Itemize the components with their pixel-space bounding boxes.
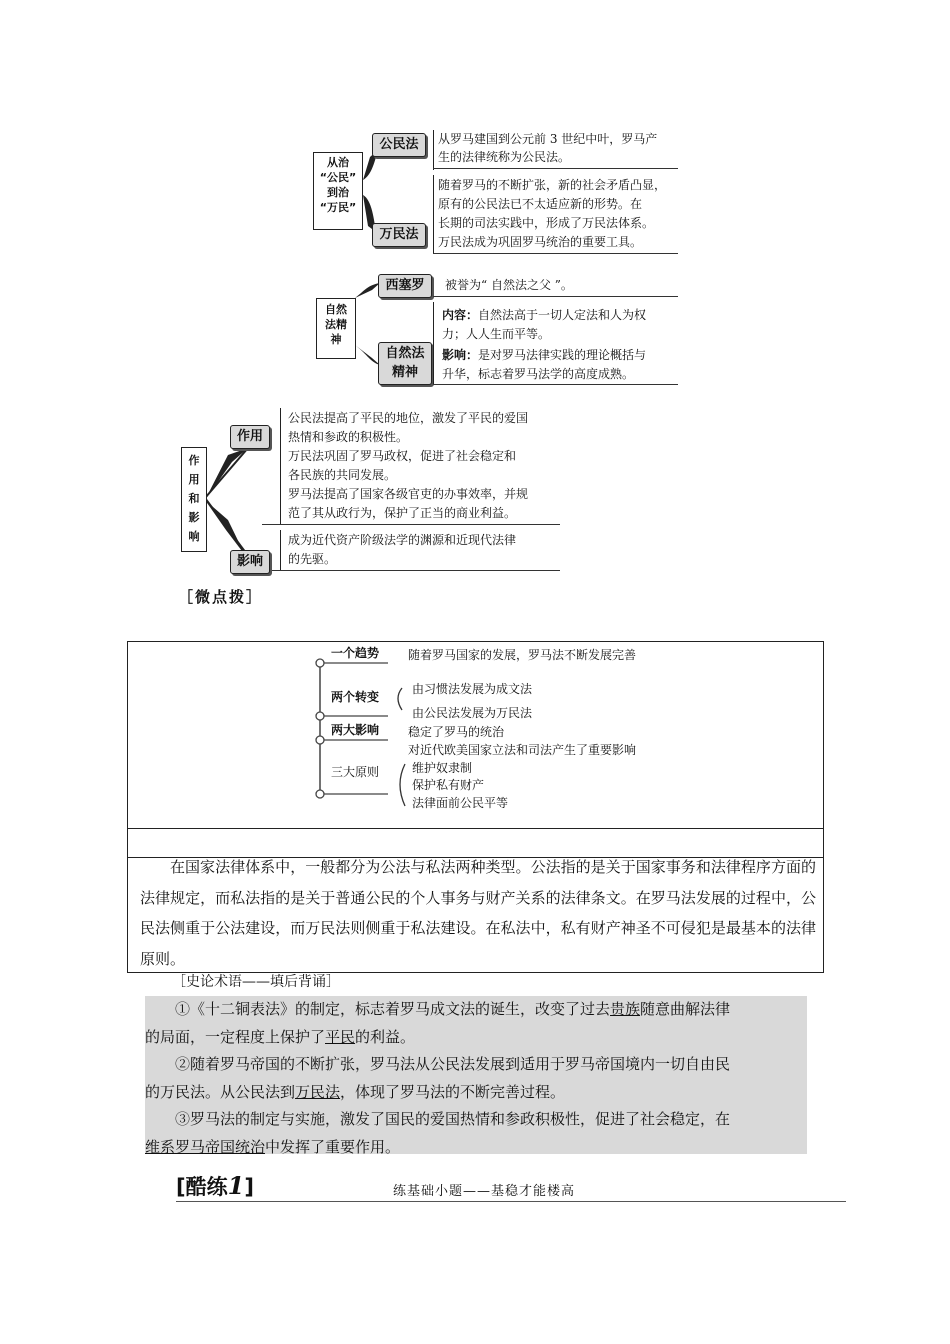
content-line-1: 内容：自然法高于一切人定法和人为权 (442, 308, 647, 322)
weidianbo-heading: ［微点拨］ (178, 588, 264, 606)
summary-label-1: 一个趋势 (331, 646, 380, 660)
summary-label-4: 三大原则 (331, 765, 380, 779)
zuoyong-line-2: 热情和参政的积极性。 (288, 430, 409, 444)
summary-item-2-2: 由公民法发展为万民法 (412, 706, 533, 720)
node-zuoyong: 作用 (230, 425, 270, 449)
node-xisailuo: 西塞罗 (378, 274, 432, 298)
section3-title: 作 用 和 影 响 (181, 447, 207, 552)
summary-item-3-2: 对近代欧美国家立法和司法产生了重要影响 (408, 743, 637, 757)
node-ziranfa-jingshen: 自然法 精神 (378, 342, 432, 385)
summary-item-4-3: 法律面前公民平等 (412, 796, 509, 810)
summary-item-4-1: 维护奴隶制 (412, 761, 473, 775)
summary-label-3: 两大影响 (331, 723, 380, 737)
influence-line-2: 升华，标志着罗马法学的高度成熟。 (442, 367, 635, 381)
node-wanminfa: 万民法 (372, 223, 426, 247)
summary-item-3-1: 稳定了罗马的统治 (408, 725, 505, 739)
wanminfa-line-2: 原有的公民法已不太适应新的形势。在 (438, 197, 643, 211)
zuoyong-line-5: 罗马法提高了国家各级官吏的办事效率，并规 (288, 487, 529, 501)
node-gongminfa: 公民法 (372, 133, 426, 157)
gongminfa-line-1: 从罗马建国到公元前 3 世纪中叶，罗马产 (438, 132, 658, 146)
wanminfa-line-3: 长期的司法实践中，形成了万民法体系。 (438, 216, 655, 230)
influence-line-1: 影响：是对罗马法律实践的理论概括与 (442, 348, 647, 362)
yingxiang-line-1: 成为近代资产阶级法学的渊源和近现代法律 (288, 533, 517, 547)
xisailuo-text: 被誉为“ 自然法之父 ”。 (445, 278, 573, 292)
zuoyong-line-3: 万民法巩固了罗马政权，促进了社会稳定和 (288, 449, 517, 463)
practice-subtitle: 练基础小题——基稳才能楼高 (393, 1184, 576, 1199)
summary-item-1-1: 随着罗马国家的发展，罗马法不断发展完善 (408, 648, 637, 662)
term-2: ②随着罗马帝国的不断扩张，罗马法从公民法发展到适用于罗马帝国境内一切自由民 的万民法。从公民法到万民法，体现了罗马法的不断完善过程。 (145, 1055, 731, 1101)
summary-item-2-1: 由习惯法发展为成文法 (412, 682, 533, 696)
zuoyong-line-6: 范了其从政行为，保护了正当的商业利益。 (288, 506, 517, 520)
term-1: ①《十二铜表法》的制定，标志着罗马成文法的诞生，改变了过去贵族随意曲解法律 的局面，一定程度上保护了平民的利益。 (145, 1000, 731, 1046)
wanminfa-line-4: 万民法成为巩固罗马统治的重要工具。 (438, 235, 643, 249)
yingxiang-line-2: 的先驱。 (288, 552, 337, 566)
terms-heading: ［史论术语——填后背诵］ (172, 974, 340, 990)
term-3: ③罗马法的制定与实施，激发了国民的爱国热情和参政积极性，促进了社会稳定，在 维系罗马帝国统治中发挥了重要作用。 (145, 1110, 731, 1156)
zuoyong-line-4: 各民族的共同发展。 (288, 468, 397, 482)
node-yingxiang: 影响 (230, 550, 270, 574)
wanminfa-line-1: 随着罗马的不断扩张，新的社会矛盾凸显， (438, 178, 667, 192)
section2-title: 自然 法精 神 (316, 298, 356, 359)
practice-heading: [酷练1] (176, 1171, 254, 1200)
gongminfa-line-2: 生的法律统称为公民法。 (438, 150, 571, 164)
summary-item-4-2: 保护私有财产 (412, 778, 485, 792)
section1-title: 从治 “公民” 到治 “万民” (313, 152, 363, 230)
content-line-2: 力；人人生而平等。 (442, 327, 551, 341)
zuoyong-line-1: 公民法提高了平民的地位，激发了平民的爱国 (288, 411, 529, 425)
summary-label-2: 两个转变 (331, 690, 380, 704)
summary-paragraph: 在国家法律体系中，一般都分为公法与私法两种类型。公法指的是关于国家事务和法律程序方面的法律规定，而私法指的是关于普通公民的个人事务与财产关系的法律条文。在罗马法发展的过程中，公民法侧重于公法建设，而万民法则侧重于私法建设。在私法中，私有财产神圣不可侵犯是最基本的法律原则。 (140, 858, 816, 968)
